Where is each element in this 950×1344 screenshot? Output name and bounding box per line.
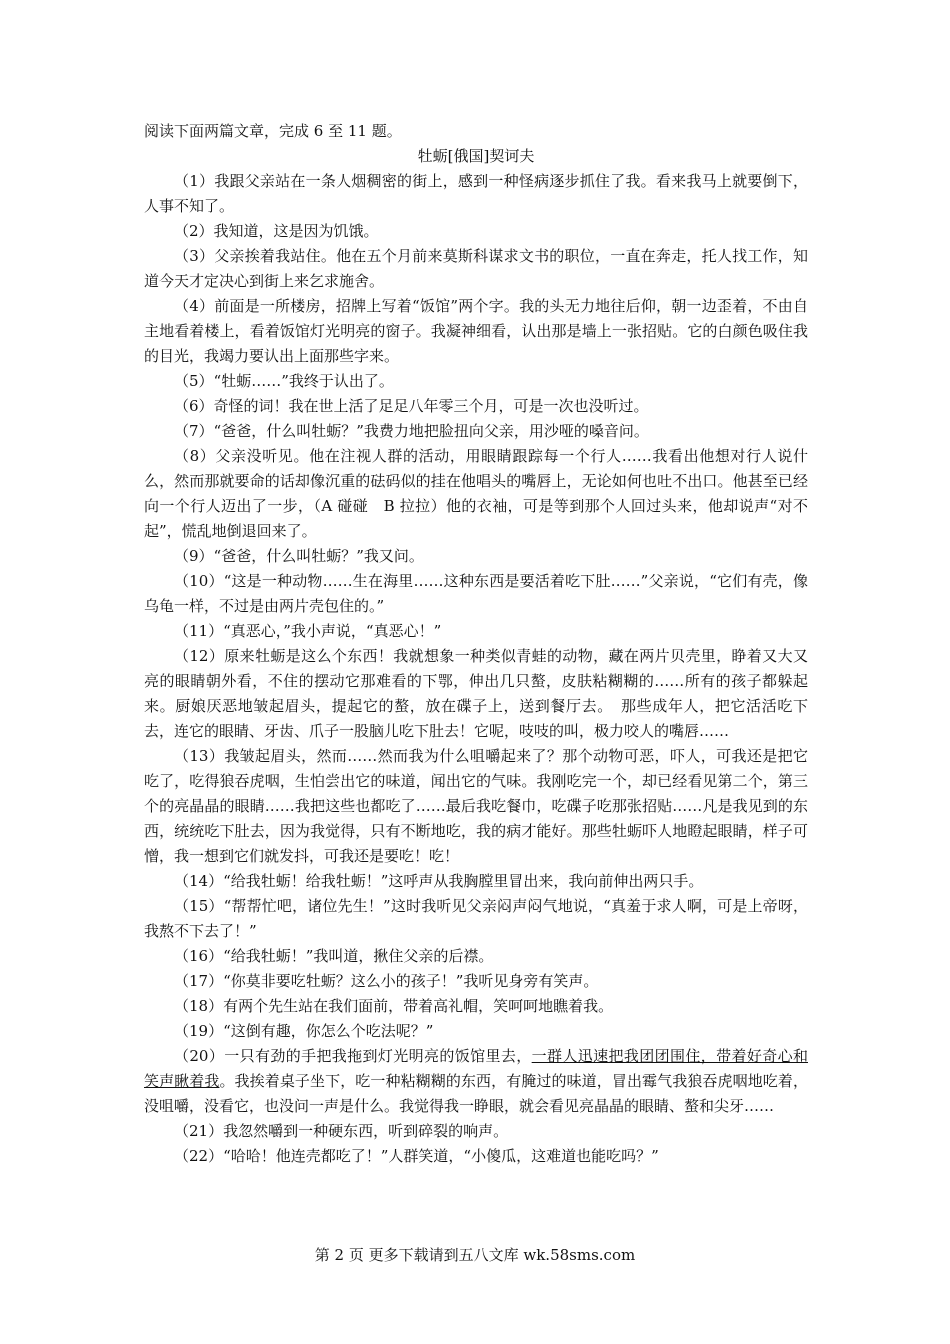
paragraph-16: （16）“给我牡蛎！”我叫道，揪住父亲的后襟。 bbox=[174, 947, 494, 965]
paragraph-15: （15）“帮帮忙吧，诸位先生！”这时我听见父亲闷声闷气地说，“真羞于求人啊，可是上帝呀，我熬不下去了！” bbox=[144, 897, 808, 940]
page-footer: 第 2 页 更多下载请到五八文库 wk.58sms.com bbox=[314, 1246, 636, 1264]
paragraph-1: （1）我跟父亲站在一条人烟稠密的街上，感到一种怪病逐步抓住了我。看来我马上就要倒下，人事不知了。 bbox=[144, 172, 808, 215]
reading-instruction: 阅读下面两篇文章，完成 6 至 11 题。 bbox=[144, 122, 402, 140]
paragraph-13: （13）我皱起眉头，然而……然而我为什么咀嚼起来了？那个动物可恶，吓人，可我还是把它吃了，吃得狼吞虎咽，生怕尝出它的味道，闻出它的气味。我刚吃完一个，却已经看见第二个，第三个的亮晶晶的眼睛……我把这些也都吃了……最后我吃餐巾，吃碟子吃那张招贴……凡是我见到的东西，统统吃下肚去，因为我觉得，只有不断地吃，我的病才能好。那些牡蛎吓人地瞪起眼睛，样子可憎，我一想到它们就发抖，可我还是要吃！吃！ bbox=[144, 747, 808, 865]
paragraph-14: （14）“给我牡蛎！给我牡蛎！”这呼声从我胸膛里冒出来，我向前伸出两只手。 bbox=[174, 872, 704, 890]
paragraph-6: （6）奇怪的词！我在世上活了足足八年零三个月，可是一次也没听过。 bbox=[174, 397, 649, 415]
paragraph-20-start: （20）一只有劲的手把我拖到灯光明亮的饭馆里去， bbox=[174, 1047, 532, 1065]
paragraph-21: （21）我忽然嚼到一种硬东西，听到碎裂的响声。 bbox=[174, 1122, 509, 1140]
paragraph-20-end: 。我挨着桌子坐下，吃一种粘糊糊的东西，有腌过的味道，冒出霉气我狼吞虎咽地吃着，没咀嚼，没看它，也没问一声是什么。我觉得我一睁眼，就会看见亮晶晶的眼睛、螯和尖牙…… bbox=[144, 1072, 808, 1115]
paragraph-7: （7）“爸爸，什么叫牡蛎？”我费力地把脸扭向父亲，用沙哑的嗓音问。 bbox=[174, 422, 649, 440]
paragraph-11: （11）“真恶心，”我小声说，“真恶心！” bbox=[174, 622, 442, 640]
paragraph-4: （4）前面是一所楼房，招牌上写着“饭馆”两个字。我的头无力地往后仰，朝一边歪着，不由自主地看着楼上，看着饭馆灯光明亮的窗子。我凝神细看，认出那是墙上一张招贴。它的白颜色吸住我的目光，我竭力要认出上面那些字来。 bbox=[144, 297, 808, 365]
paragraph-3: （3）父亲挨着我站住。他在五个月前来莫斯科谋求文书的职位，一直在奔走，托人找工作，知道今天才定决心到街上来乞求施舍。 bbox=[144, 247, 808, 290]
paragraph-18: （18）有两个先生站在我们面前，带着高礼帽，笑呵呵地瞧着我。 bbox=[174, 997, 614, 1015]
paragraph-20 bbox=[144, 1044, 808, 1119]
paragraph-19: （19）“这倒有趣，你怎么个吃法呢？” bbox=[174, 1022, 434, 1040]
paragraph-9: （9）“爸爸，什么叫牡蛎？”我又问。 bbox=[174, 547, 424, 565]
paragraph-2: （2）我知道，这是因为饥饿。 bbox=[174, 222, 379, 240]
paragraph-10: （10）“这是一种动物……生在海里……这种东西是要活着吃下肚……”父亲说，“它们有壳，像乌龟一样，不过是由两片壳包住的。” bbox=[144, 572, 808, 615]
paragraph-17: （17）“你莫非要吃牡蛎？这么小的孩子！”我听见身旁有笑声。 bbox=[174, 972, 599, 990]
underlined-sentence: 一群人迅速把我团团围住，带着好奇心和笑声瞅着我 bbox=[144, 1047, 808, 1090]
paragraph-22: （22）“哈哈！他连壳都吃了！”人群笑道，“小傻瓜，这难道也能吃吗？” bbox=[174, 1147, 659, 1165]
article-title: 牡蛎[俄国]契诃夫 bbox=[417, 147, 535, 165]
article-body bbox=[144, 119, 808, 1169]
paragraph-8: （8）父亲没听见。他在注视人群的活动，用眼睛跟踪每一个行人……我看出他想对行人说什么，然而那就要命的话却像沉重的砝码似的挂在他唱头的嘴唇上，无论如何也吐不出口。他甚至已经向一个行人迈出了一步，（A 碰碰 B 拉拉）他的衣袖，可是等到那个人回过头来，他却说声“对不起”，慌乱地倒退回来了。 bbox=[144, 447, 808, 540]
paragraph-5: （5）“牡蛎……”我终于认出了。 bbox=[174, 372, 394, 390]
paragraph-12: （12）原来牡蛎是这么个东西！我就想象一种类似青蛙的动物，藏在两片贝壳里，睁着又大又亮的眼睛朝外看，不住的摆动它那难看的下鄂，伸出几只螯，皮肤粘糊糊的……所有的孩子都躲起来。厨娘厌恶地皱起眉头，提起它的螯，放在碟子上，送到餐厅去。 那些成年人，把它活活吃下去，连它的眼睛、牙齿、爪子一股脑儿吃下肚去！它呢，吱吱的叫，极力咬人的嘴唇…… bbox=[144, 647, 808, 740]
